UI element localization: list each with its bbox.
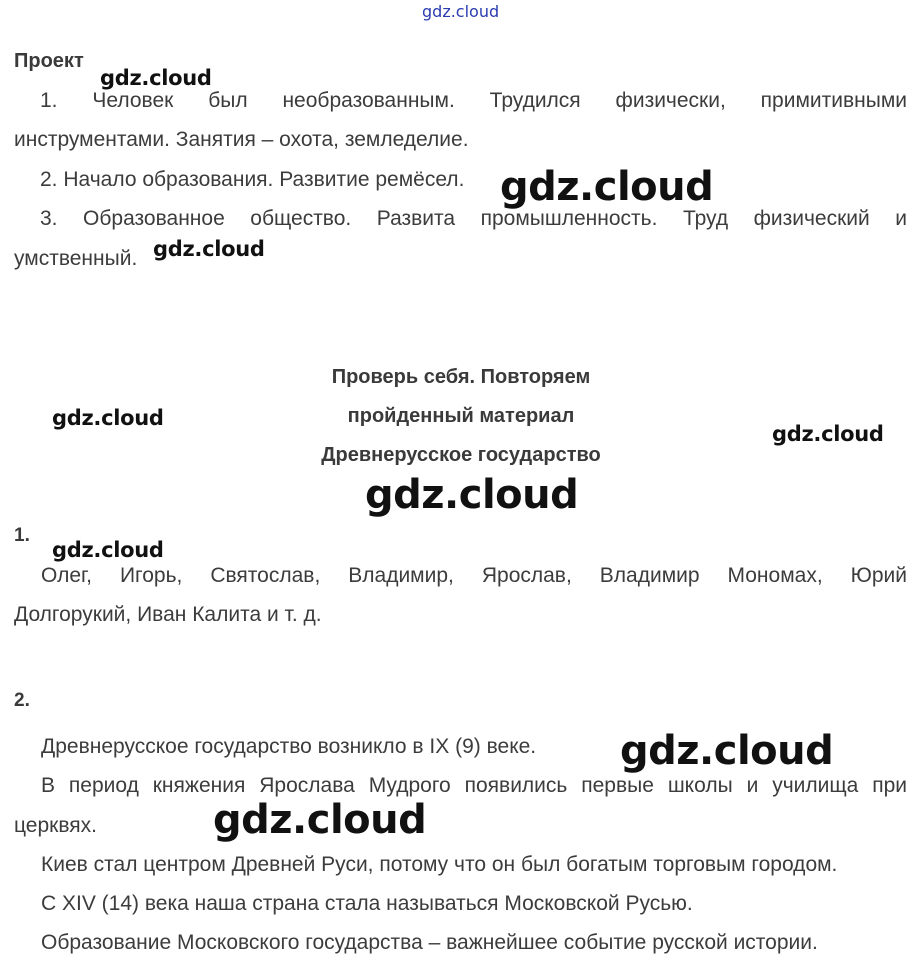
review-title-line-2: пройденный материал [347, 405, 575, 427]
watermark: gdz.cloud [52, 406, 164, 430]
review-title-line-1: Проверь себя. Повторяем [331, 366, 591, 388]
project-heading: Проект [14, 50, 84, 72]
watermark: gdz.cloud [52, 538, 164, 562]
watermark: gdz.cloud [100, 66, 212, 90]
project-item-1-line-2: инструментами. Занятия – охота, земледелие. [14, 128, 469, 151]
project-item-2: 2. Начало образования. Развитие ремёсел. [40, 168, 465, 191]
watermark: gdz.cloud [213, 797, 427, 843]
watermark-top: gdz.cloud [422, 2, 500, 21]
watermark: gdz.cloud [620, 728, 834, 774]
question-2-paragraph-2-line-2: церквях. [14, 814, 97, 837]
question-2-paragraph-4: С XIV (14) века наша страна стала называться Московской Русью. [41, 892, 693, 915]
question-2-paragraph-5: Образование Московского государства – важнейшее событие русской истории. [41, 931, 818, 954]
question-2-paragraph-3: Киев стал центром Древней Руси, потому что он был богатым торговым городом. [41, 853, 838, 876]
review-title-line-3: Древнерусское государство [321, 444, 601, 466]
project-item-3-line-2: умственный. [14, 247, 138, 270]
question-1-number: 1. [14, 525, 30, 546]
question-2-paragraph-1: Древнерусское государство возникло в IX (9) веке. [41, 735, 537, 758]
question-2-number: 2. [14, 690, 30, 711]
project-item-3-line-1: 3. Образованное общество. Развита промышленность. Труд физический и [40, 207, 907, 230]
question-2-paragraph-2-line-1: В период княжения Ярослава Мудрого появились первые школы и училища при [41, 774, 907, 797]
watermark: gdz.cloud [500, 164, 714, 210]
watermark: gdz.cloud [772, 422, 884, 446]
watermark: gdz.cloud [365, 472, 579, 518]
question-1-line-2: Долгорукий, Иван Калита и т. д. [14, 603, 322, 626]
watermark: gdz.cloud [153, 237, 265, 261]
project-item-1-line-1: 1. Человек был необразованным. Трудился физически, примитивными [40, 89, 907, 112]
question-1-line-1: Олег, Игорь, Святослав, Владимир, Ярослав, Владимир Мономах, Юрий [41, 564, 907, 587]
